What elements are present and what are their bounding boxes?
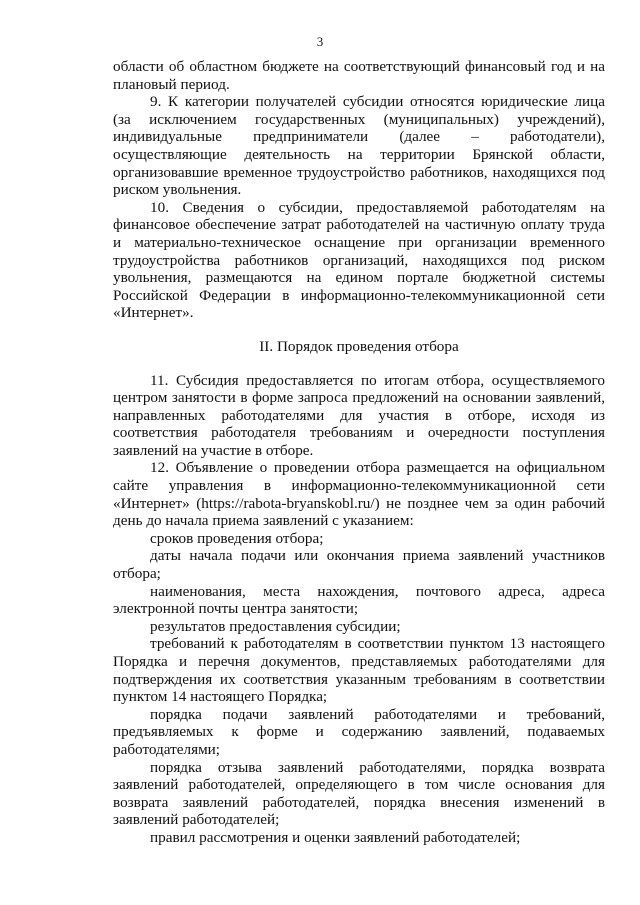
list-item: порядка подачи заявлений работодателями и требований, предъявляемых к форме и содержанию заявлений, подаваемых работодателями; — [113, 705, 605, 758]
paragraph-item-10: 10. Сведения о субсидии, предоставляемой работодателям на финансовое обеспечение затрат работодателей на частичную оплату труда и материально-техническое оснащение при организации временного трудоустройства работников организаций, находящихся под риском увольнения, размещаются на едином портале бюджетной системы Российской Федерации в информационно-телекоммуникационной сети «Интернет». — [113, 198, 605, 322]
list-item: сроков проведения отбора; — [150, 529, 324, 547]
page-number: 3 — [316, 34, 324, 49]
paragraph-continuation: области об областном бюджете на соответствующий финансовый год и на плановый период. — [113, 58, 605, 93]
list-item: правил рассмотрения и оценки заявлений работодателей; — [150, 828, 521, 846]
list-item: даты начала подачи или окончания приема заявлений участников отбора; — [113, 547, 605, 583]
section-heading: II. Порядок проведения отбора — [259, 337, 459, 355]
list-item: требований к работодателям в соответствии пунктом 13 настоящего Порядка и перечня документов, представляемых работодателями для подтверждения их соответствия указанным требованиям в соответствии пунктом 14 настоящего Порядка; — [113, 635, 605, 706]
list-item: порядка отзыва заявлений работодателями, порядка возврата заявлений работодателей, определяющего в том числе основания для возврата заявлений работодателей, порядка внесения изменений в заявлений работодателей; — [113, 758, 605, 829]
list-item: результатов предоставления субсидии; — [150, 617, 401, 635]
list-item: наименования, места нахождения, почтового адреса, адреса электронной почты центра занятости; — [113, 582, 605, 618]
document-body — [113, 58, 605, 847]
paragraph-item-9: 9. К категории получателей субсидии относятся юридические лица (за исключением государственных (муниципальных) учреждений), индивидуальные предприниматели (далее – работодатели), осуществляющие деятельность на территории Брянской области, организовавшие временное трудоустройство работников, находящихся под риском увольнения. — [113, 93, 605, 199]
paragraph-item-11: 11. Субсидия предоставляется по итогам отбора, осуществляемого центром занятости в форме запроса предложений на основании заявлений, направленных работодателями для участия в отборе, исходя из соответствия работодателя требованиям и очередности поступления заявлений на участие в отборе. — [113, 371, 605, 459]
paragraph-item-12: 12. Объявление о проведении отбора размещается на официальном сайте управления в информационно-телекоммуникационной сети «Интернет» (https://rabota-bryanskobl.ru/) не позднее чем за один рабочий день до начала приема заявлений с указанием: — [113, 459, 605, 530]
